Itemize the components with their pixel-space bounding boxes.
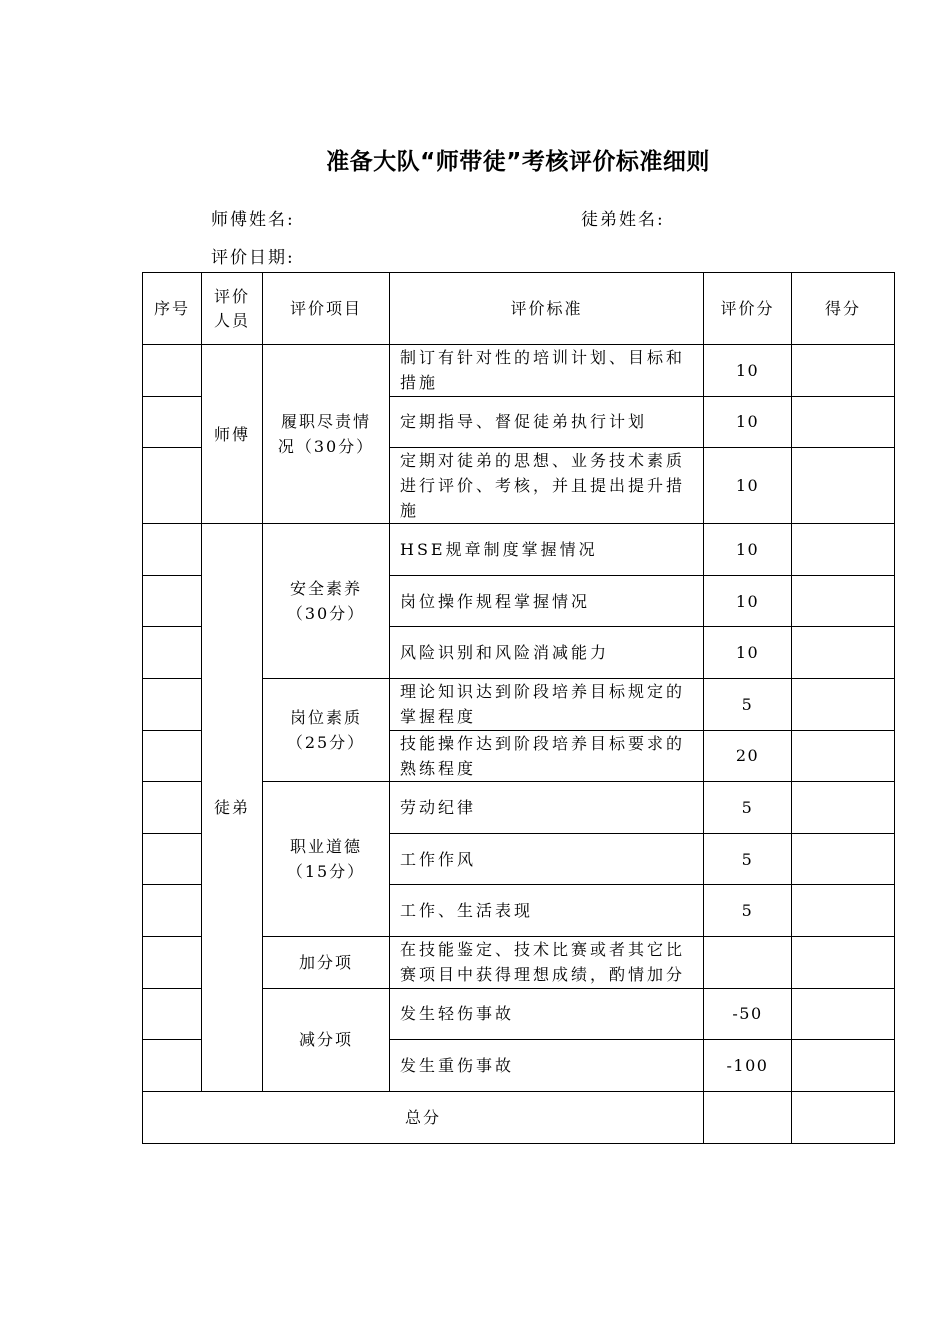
score-cell: 5: [704, 678, 792, 730]
result-cell: [792, 885, 895, 937]
score-cell: -50: [704, 988, 792, 1040]
seq-cell: [143, 988, 202, 1040]
score-cell: 10: [704, 627, 792, 679]
item-deduct: 减分项: [263, 988, 390, 1091]
standard-cell: 定期指导、督促徒弟执行计划: [390, 396, 704, 448]
score-cell: 10: [704, 524, 792, 576]
header-evaluator: 评价人员: [202, 273, 263, 345]
result-cell: [792, 782, 895, 834]
item-ethics: 职业道德（15分）: [263, 782, 390, 937]
seq-cell: [143, 833, 202, 885]
result-cell: [792, 524, 895, 576]
item-duty: 履职尽责情况（30分）: [263, 345, 390, 524]
seq-cell: [143, 1040, 202, 1092]
result-cell: [792, 575, 895, 627]
score-cell: 20: [704, 730, 792, 782]
result-cell: [792, 730, 895, 782]
result-cell: [792, 833, 895, 885]
seq-cell: [143, 730, 202, 782]
score-cell: 5: [704, 782, 792, 834]
seq-cell: [143, 345, 202, 397]
item-post: 岗位素质（25分）: [263, 678, 390, 781]
standard-cell: 劳动纪律: [390, 782, 704, 834]
standard-cell: 岗位操作规程掌握情况: [390, 575, 704, 627]
total-row: [143, 1091, 895, 1143]
standard-cell: HSE规章制度掌握情况: [390, 524, 704, 576]
header-result: 得分: [792, 273, 895, 345]
score-cell: 10: [704, 396, 792, 448]
score-cell: 5: [704, 833, 792, 885]
standard-cell: 发生重伤事故: [390, 1040, 704, 1092]
apprentice-name-label: 徒弟姓名:: [581, 210, 665, 230]
standard-cell: 发生轻伤事故: [390, 988, 704, 1040]
header-item: 评价项目: [263, 273, 390, 345]
score-cell: [704, 936, 792, 988]
seq-cell: [143, 448, 202, 524]
header-seq: 序号: [143, 273, 202, 345]
result-cell: [792, 345, 895, 397]
item-safety: 安全素养（30分）: [263, 524, 390, 679]
table-row: [143, 524, 895, 576]
eval-date-label: 评价日期:: [211, 248, 295, 268]
evaluation-table: [142, 272, 895, 1144]
page-title: 准备大队“师带徒”考核评价标准细则: [326, 149, 710, 175]
master-name-label: 师傅姓名:: [211, 210, 295, 230]
total-label: 总分: [143, 1091, 704, 1143]
standard-cell: 工作、生活表现: [390, 885, 704, 937]
header-score: 评价分: [704, 273, 792, 345]
result-cell: [792, 678, 895, 730]
header-standard: 评价标准: [390, 273, 704, 345]
score-cell: -100: [704, 1040, 792, 1092]
result-cell: [792, 396, 895, 448]
seq-cell: [143, 627, 202, 679]
standard-cell: 风险识别和风险消减能力: [390, 627, 704, 679]
standard-cell: 技能操作达到阶段培养目标要求的熟练程度: [390, 730, 704, 782]
seq-cell: [143, 936, 202, 988]
standard-cell: 工作作风: [390, 833, 704, 885]
item-bonus: 加分项: [263, 936, 390, 988]
seq-cell: [143, 782, 202, 834]
table-header-row: [143, 273, 895, 345]
seq-cell: [143, 885, 202, 937]
total-score-cell: [704, 1091, 792, 1143]
score-cell: 10: [704, 448, 792, 524]
standard-cell: 定期对徒弟的思想、业务技术素质进行评价、考核，并且提出提升措施: [390, 448, 704, 524]
result-cell: [792, 988, 895, 1040]
evaluator-apprentice: 徒弟: [202, 524, 263, 1092]
result-cell: [792, 1040, 895, 1092]
score-cell: 10: [704, 575, 792, 627]
result-cell: [792, 627, 895, 679]
result-cell: [792, 448, 895, 524]
seq-cell: [143, 396, 202, 448]
score-cell: 5: [704, 885, 792, 937]
seq-cell: [143, 575, 202, 627]
total-result-cell: [792, 1091, 895, 1143]
seq-cell: [143, 524, 202, 576]
standard-cell: 在技能鉴定、技术比赛或者其它比赛项目中获得理想成绩，酌情加分: [390, 936, 704, 988]
standard-cell: 制订有针对性的培训计划、目标和措施: [390, 345, 704, 397]
table-row: [143, 345, 895, 397]
evaluator-master: 师傅: [202, 345, 263, 524]
score-cell: 10: [704, 345, 792, 397]
result-cell: [792, 936, 895, 988]
seq-cell: [143, 678, 202, 730]
standard-cell: 理论知识达到阶段培养目标规定的掌握程度: [390, 678, 704, 730]
